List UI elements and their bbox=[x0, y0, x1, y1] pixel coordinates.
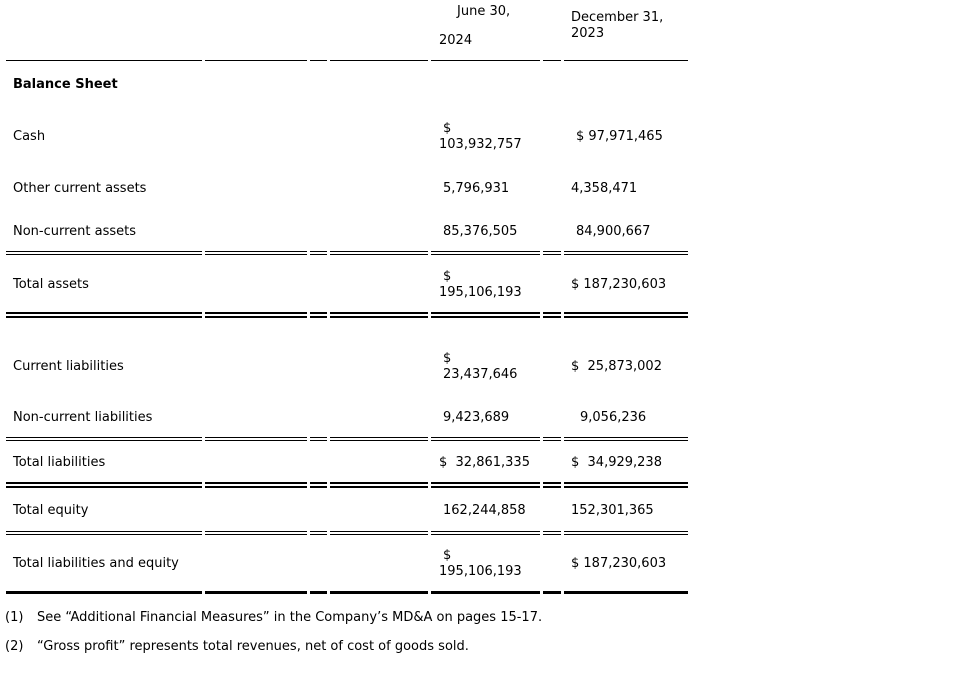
value-2023: $ 25,873,002 bbox=[571, 359, 662, 374]
header-december-31: December 31, bbox=[571, 10, 664, 25]
section-title: Balance Sheet bbox=[13, 77, 118, 92]
header-2024: 2024 bbox=[439, 33, 473, 48]
value-2024: 85,376,505 bbox=[443, 224, 518, 239]
header-june-30: June 30, bbox=[457, 4, 511, 19]
footnote-number: (2) bbox=[5, 639, 24, 654]
value-2023: $ 187,230,603 bbox=[571, 277, 667, 292]
footnote-number: (1) bbox=[5, 610, 24, 625]
value-2024: 162,244,858 bbox=[443, 503, 526, 518]
row-label: Non-current liabilities bbox=[13, 410, 153, 425]
value-2023: 84,900,667 bbox=[576, 224, 651, 239]
value-2024: 23,437,646 bbox=[443, 367, 518, 382]
footnote-text: “Gross profit” represents total revenues, net of cost of goods sold. bbox=[37, 639, 469, 654]
footnote-text: See “Additional Financial Measures” in the Company’s MD&A on pages 15-17. bbox=[37, 610, 543, 625]
row-label: Current liabilities bbox=[13, 359, 124, 374]
value-2023: 4,358,471 bbox=[571, 181, 638, 196]
row-label: Total liabilities bbox=[13, 455, 106, 470]
dollar-sign: $ bbox=[443, 351, 452, 366]
value-2023: $ 97,971,465 bbox=[576, 129, 663, 144]
row-label: Total liabilities and equity bbox=[13, 556, 179, 571]
dollar-sign: $ bbox=[443, 548, 452, 563]
row-label: Total assets bbox=[13, 277, 89, 292]
dollar-sign: $ bbox=[443, 269, 452, 284]
dollar-sign: $ bbox=[443, 121, 452, 136]
value-2023: $ 34,929,238 bbox=[571, 455, 662, 470]
value-2024: $ 32,861,335 bbox=[439, 455, 530, 470]
value-2024: 195,106,193 bbox=[439, 285, 522, 300]
value-2024: 195,106,193 bbox=[439, 564, 522, 579]
value-2024: 5,796,931 bbox=[443, 181, 510, 196]
row-label: Total equity bbox=[13, 503, 89, 518]
value-2023: $ 187,230,603 bbox=[571, 556, 667, 571]
row-label: Cash bbox=[13, 129, 46, 144]
value-2023: 9,056,236 bbox=[580, 410, 647, 425]
row-label: Other current assets bbox=[13, 181, 147, 196]
value-2024: 103,932,757 bbox=[439, 137, 522, 152]
header-2023: 2023 bbox=[571, 26, 605, 41]
value-2023: 152,301,365 bbox=[571, 503, 654, 518]
row-label: Non-current assets bbox=[13, 224, 137, 239]
value-2024: 9,423,689 bbox=[443, 410, 510, 425]
